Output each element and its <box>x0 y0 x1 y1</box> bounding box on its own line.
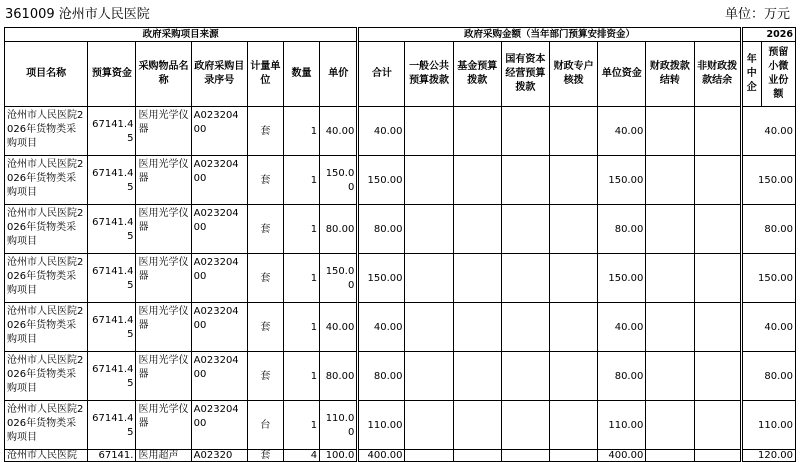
cell-item: 医用超声 <box>136 450 191 462</box>
cell-special <box>550 401 598 450</box>
cell-fund <box>453 401 501 450</box>
cell-noncarry <box>694 254 741 303</box>
cell-catalog: A02320400 <box>191 303 247 352</box>
cell-qty: 1 <box>283 401 319 450</box>
cell-unit-fund: 150.00 <box>598 156 646 205</box>
col-catalog: 政府采购目录序号 <box>191 42 247 107</box>
year-group-header: 2026 <box>741 28 795 42</box>
col-price: 单价 <box>320 42 358 107</box>
cell-fund <box>453 205 501 254</box>
cell-carry <box>646 352 694 401</box>
cell-budget: 67141.45 <box>88 352 136 401</box>
cell-state <box>501 352 549 401</box>
cell-price: 40.00 <box>320 107 358 156</box>
cell-total: 40.00 <box>358 107 405 156</box>
cell-qty: 1 <box>283 156 319 205</box>
cell-qty: 1 <box>283 254 319 303</box>
cell-measure: 套 <box>247 254 283 303</box>
col-noncarry: 非财政拨款结余 <box>694 42 741 107</box>
cell-fund <box>453 450 501 462</box>
cell-fund <box>453 156 501 205</box>
cell-noncarry <box>694 303 741 352</box>
cell-carry <box>646 156 694 205</box>
cell-fund <box>453 303 501 352</box>
cell-fund <box>453 107 501 156</box>
cell-carry <box>646 254 694 303</box>
col-general: 一般公共预算拨款 <box>405 42 453 107</box>
cell-unit-fund: 80.00 <box>598 352 646 401</box>
cell-sme: 80.00 <box>741 205 795 254</box>
cell-catalog: A02320400 <box>191 205 247 254</box>
cell-unit-fund: 400.00 <box>598 450 646 462</box>
group-header-row <box>5 28 796 42</box>
cell-qty: 1 <box>283 352 319 401</box>
cell-project: 沧州市人民医院2026年货物类采购项目 <box>5 254 88 303</box>
cell-fund <box>453 254 501 303</box>
cell-measure: 套 <box>247 352 283 401</box>
cell-state <box>501 205 549 254</box>
cell-noncarry <box>694 352 741 401</box>
cell-special <box>550 254 598 303</box>
cell-state <box>501 107 549 156</box>
col-project: 项目名称 <box>5 42 88 107</box>
col-qty: 数量 <box>283 42 319 107</box>
col-carry: 财政拨款结转 <box>646 42 694 107</box>
cell-budget: 67141.45 <box>88 401 136 450</box>
cell-noncarry <box>694 205 741 254</box>
col-budget: 预算资金 <box>88 42 136 107</box>
col-total: 合计 <box>358 42 405 107</box>
cell-sme: 80.00 <box>741 352 795 401</box>
col-measure: 计量单位 <box>247 42 283 107</box>
cell-price: 100.0 <box>320 450 358 462</box>
column-header-row <box>5 42 796 107</box>
report-header <box>0 0 800 24</box>
cell-qty: 1 <box>283 205 319 254</box>
cell-general <box>405 205 453 254</box>
cell-special <box>550 352 598 401</box>
cell-budget: 67141.45 <box>88 107 136 156</box>
table-row <box>5 254 796 303</box>
cell-catalog: A02320400 <box>191 254 247 303</box>
cell-price: 150.00 <box>320 156 358 205</box>
col-fund: 基金预算拨款 <box>453 42 501 107</box>
cell-general <box>405 156 453 205</box>
report-title: 361009 沧州市人民医院 <box>5 7 150 22</box>
cell-carry <box>646 205 694 254</box>
cell-general <box>405 401 453 450</box>
cell-total: 150.00 <box>358 254 405 303</box>
table-row <box>5 156 796 205</box>
cell-measure: 套 <box>247 156 283 205</box>
table-row <box>5 107 796 156</box>
cell-price: 40.00 <box>320 303 358 352</box>
cell-catalog: A02320 <box>191 450 247 462</box>
cell-general <box>405 254 453 303</box>
cell-total: 110.00 <box>358 401 405 450</box>
cell-unit-fund: 40.00 <box>598 303 646 352</box>
cell-price: 110.00 <box>320 401 358 450</box>
amount-group-header: 政府采购金额（当年部门预算安排资金） <box>358 28 741 42</box>
cell-noncarry <box>694 156 741 205</box>
cell-unit-fund: 80.00 <box>598 205 646 254</box>
cell-item: 医用光学仪器 <box>136 303 191 352</box>
cell-sme: 150.00 <box>741 254 795 303</box>
cell-general <box>405 450 453 462</box>
cell-general <box>405 303 453 352</box>
cell-budget: 67141.45 <box>88 303 136 352</box>
cell-state <box>501 156 549 205</box>
col-state: 国有资本经营预算拨款 <box>501 42 549 107</box>
cell-project: 沧州市人民医院2026年货物类采购项目 <box>5 205 88 254</box>
cell-price: 150.00 <box>320 254 358 303</box>
cell-total: 150.00 <box>358 156 405 205</box>
cell-catalog: A02320400 <box>191 107 247 156</box>
cell-total: 40.00 <box>358 303 405 352</box>
cell-special <box>550 205 598 254</box>
cell-unit-fund: 150.00 <box>598 254 646 303</box>
cell-project: 沧州市人民医院2026年货物类采购项目 <box>5 401 88 450</box>
cell-sme: 40.00 <box>741 303 795 352</box>
cell-qty: 1 <box>283 107 319 156</box>
cell-item: 医用光学仪器 <box>136 401 191 450</box>
cell-project: 沧州市人民医院2026年货物类采购项目 <box>5 107 88 156</box>
cell-state <box>501 401 549 450</box>
cell-item: 医用光学仪器 <box>136 254 191 303</box>
cell-general <box>405 352 453 401</box>
cell-catalog: A02320400 <box>191 401 247 450</box>
col-special: 财政专户核拨 <box>550 42 598 107</box>
col-sme-a: 年中企 <box>741 42 761 107</box>
cell-special <box>550 156 598 205</box>
cell-total: 80.00 <box>358 352 405 401</box>
cell-unit-fund: 110.00 <box>598 401 646 450</box>
col-sme-b: 预留小微业份额 <box>761 42 795 107</box>
cell-budget: 67141.45 <box>88 254 136 303</box>
cell-sme: 120.00 <box>741 450 795 462</box>
cell-noncarry <box>694 401 741 450</box>
cell-carry <box>646 450 694 462</box>
cell-project: 沧州市人民医院2026年货物类采购项目 <box>5 303 88 352</box>
cell-project: 沧州市人民医院2026年货物类采购项目 <box>5 352 88 401</box>
cell-total: 400.00 <box>358 450 405 462</box>
cell-unit-fund: 40.00 <box>598 107 646 156</box>
cell-item: 医用光学仪器 <box>136 352 191 401</box>
cell-sme: 110.00 <box>741 401 795 450</box>
source-group-header: 政府采购项目来源 <box>5 28 358 42</box>
cell-item: 医用光学仪器 <box>136 107 191 156</box>
cell-measure: 台 <box>247 401 283 450</box>
cell-item: 医用光学仪器 <box>136 205 191 254</box>
cell-measure: 套 <box>247 205 283 254</box>
cell-state <box>501 303 549 352</box>
cell-budget: 67141.45 <box>88 205 136 254</box>
col-item: 采购物品名称 <box>136 42 191 107</box>
cell-catalog: A02320400 <box>191 352 247 401</box>
cell-state <box>501 450 549 462</box>
cell-qty: 4 <box>283 450 319 462</box>
cell-noncarry <box>694 107 741 156</box>
cell-sme: 40.00 <box>741 107 795 156</box>
cell-special <box>550 450 598 462</box>
cell-special <box>550 303 598 352</box>
cell-project: 沧州市人民医院 <box>5 450 88 462</box>
cell-special <box>550 107 598 156</box>
cell-budget: 67141. <box>88 450 136 462</box>
cell-project: 沧州市人民医院2026年货物类采购项目 <box>5 156 88 205</box>
cell-general <box>405 107 453 156</box>
col-unit-fund: 单位资金 <box>598 42 646 107</box>
cell-fund <box>453 352 501 401</box>
cell-qty: 1 <box>283 303 319 352</box>
cell-price: 80.00 <box>320 352 358 401</box>
cell-measure: 套 <box>247 303 283 352</box>
cell-total: 80.00 <box>358 205 405 254</box>
cell-state <box>501 254 549 303</box>
cell-carry <box>646 107 694 156</box>
cell-measure: 套 <box>247 107 283 156</box>
table-row <box>5 303 796 352</box>
cell-budget: 67141.45 <box>88 156 136 205</box>
cell-measure: 套 <box>247 450 283 462</box>
cell-carry <box>646 303 694 352</box>
cell-item: 医用光学仪器 <box>136 156 191 205</box>
cell-carry <box>646 401 694 450</box>
table-row <box>5 205 796 254</box>
cell-price: 80.00 <box>320 205 358 254</box>
table-row <box>5 352 796 401</box>
cell-catalog: A02320400 <box>191 156 247 205</box>
cell-sme: 150.00 <box>741 156 795 205</box>
procurement-table <box>4 27 796 462</box>
unit-label: 单位：万元 <box>724 7 790 22</box>
cell-noncarry <box>694 450 741 462</box>
table-row <box>5 401 796 450</box>
table-row <box>5 450 796 462</box>
